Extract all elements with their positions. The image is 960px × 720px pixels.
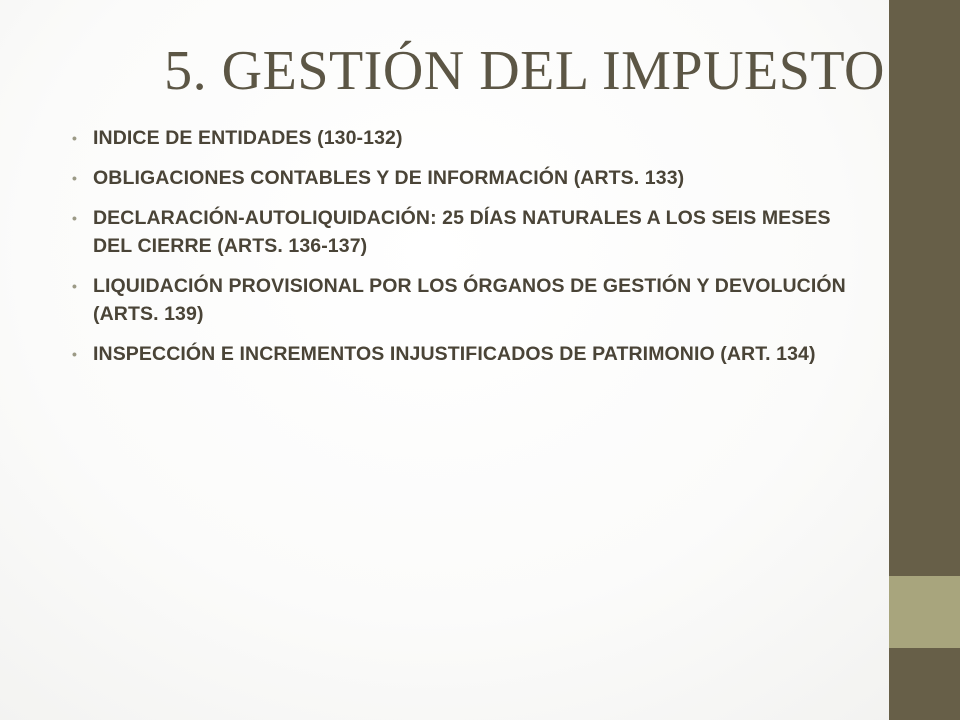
sidebar-block-top	[889, 0, 960, 576]
bullet-text: INSPECCIÓN E INCREMENTOS INJUSTIFICADOS DE PATRIMONIO (ART. 134)	[93, 343, 816, 365]
bullet-dot-icon: •	[72, 278, 78, 294]
bullet-dot-icon: •	[72, 346, 78, 362]
bullet-dot-icon: •	[72, 130, 78, 146]
bullet-text: OBLIGACIONES CONTABLES Y DE INFORMACIÓN (ARTS. 133)	[93, 167, 685, 189]
bullet-item	[72, 272, 872, 328]
sidebar-block-bottom	[889, 648, 960, 720]
bullet-dot-icon: •	[72, 210, 78, 226]
bullet-item	[72, 124, 872, 152]
bullet-text: LIQUIDACIÓN PROVISIONAL POR LOS ÓRGANOS DE GESTIÓN Y DEVOLUCIÓN (ARTS. 139)	[93, 275, 846, 325]
bullet-text: INDICE DE ENTIDADES (130-132)	[93, 127, 403, 149]
bullet-item	[72, 164, 872, 192]
slide-title: 5. GESTIÓN DEL IMPUESTO	[164, 40, 885, 102]
bullet-dot-icon: •	[72, 170, 78, 186]
bullet-item	[72, 340, 872, 368]
bullet-text: DECLARACIÓN-AUTOLIQUIDACIÓN: 25 DÍAS NATURALES A LOS SEIS MESES DEL CIERRE (ARTS. 136-137)	[93, 207, 831, 257]
sidebar-block-accent	[889, 576, 960, 648]
bullet-item	[72, 204, 872, 260]
bullet-list	[72, 124, 872, 380]
decorative-sidebar	[889, 0, 960, 720]
